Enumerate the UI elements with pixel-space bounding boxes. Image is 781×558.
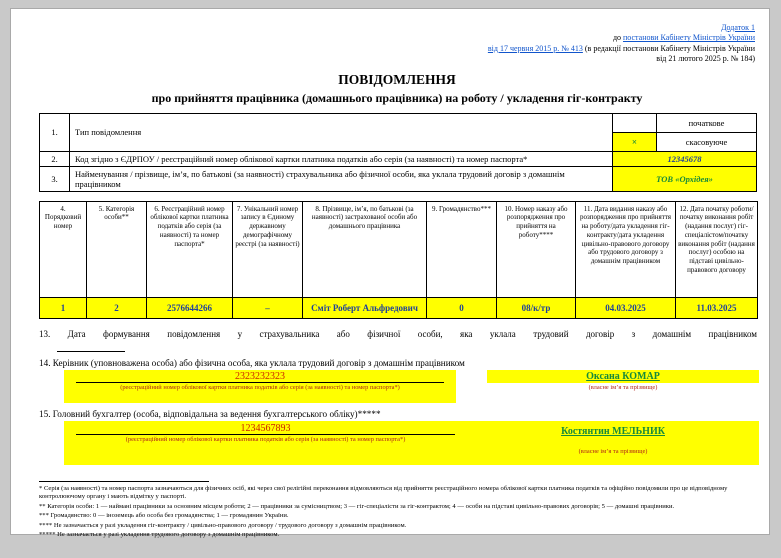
cell-start-date[interactable]: 11.03.2025 (676, 297, 758, 318)
cell-tax-number[interactable]: 2576644266 (147, 297, 233, 318)
row3-number: 3. (40, 166, 70, 191)
employer-name-field[interactable]: ТОВ «Орхідея» (613, 166, 757, 191)
resolution-link[interactable]: постанови Кабінету Міністрів України (623, 33, 755, 43)
signature-line (76, 434, 455, 435)
signature-line (76, 382, 444, 383)
header-line-1 (39, 23, 755, 33)
section-13-text: 13. Дата формування повідомлення у страхувальника або фізичної особи, яка уклала трудовий договір з домашнім працівником (39, 328, 757, 339)
director-name-field[interactable]: Оксана КОМАР (487, 370, 759, 383)
edrpou-label: Код згідно з ЄДРПОУ / реєстраційний номер облікової картки платника податків або серія (за наявності) та номер паспорта* (70, 151, 613, 166)
accountant-tax-number-block (64, 423, 467, 455)
cell-full-name[interactable]: Сміт Роберт Альфредович (303, 297, 427, 318)
document-subtitle: про прийняття працівника (домашнього працівника) на роботу / укладення гіг-контракту (151, 90, 643, 105)
employer-name-label: Найменування / прізвище, ім’я, по батькові (за наявності) страхувальника або фізичної особи, яка уклала трудовий договір з домашнім працівником (70, 166, 613, 191)
checkbox-cancelling[interactable]: × (613, 132, 657, 151)
header-line-3 (39, 44, 755, 54)
checkbox-initial[interactable] (613, 113, 657, 132)
col-header-4: 4. Порядковий номер (40, 201, 87, 297)
footnote-2: ** Категорія особи: 1 — наймані працівники за основним місцем роботи; 2 — працівники за сумісництвом; 3 — гіг-спеціалісти за гіг-контрактом; 4 — особи на підставі цивільно-правових договорів; 5 — домашні працівники. (39, 502, 675, 510)
director-tax-number-block (64, 370, 456, 403)
footnote-1: * Серія (за наявності) та номер паспорта зазначаються для фізичних осіб, які через свої релігійні переконання відмовляються від прийняття реєстраційного номера облікової картки платника податків та офіційно повідомили про це відповідному контролюючому органу і мають відмітку у паспорті. (39, 484, 728, 501)
col-header-10: 10. Номер наказу або розпорядження про прийняття на роботу**** (497, 201, 576, 297)
cell-order-ref[interactable]: 08/к/тр (497, 297, 576, 318)
document-title: ПОВІДОМЛЕННЯ (338, 71, 456, 87)
director-tax-number-caption: (реєстраційний номер облікової картки платника податків або серія (за наявності) та номер паспорта*) (120, 383, 400, 391)
col-header-7: 7. Унікальний номер запису в Єдиному державному демографічному реєстрі (за наявності) (233, 201, 303, 297)
footnotes (39, 485, 761, 540)
accountant-tax-number-caption: (реєстраційний номер облікової картки платника податків або серія (за наявності) та номер паспорта*) (125, 435, 406, 443)
cell-order-date[interactable]: 04.03.2025 (576, 297, 676, 318)
director-tax-number-field[interactable]: 2323232323 (235, 370, 285, 382)
col-header-5: 5. Категорія особи** (87, 201, 147, 297)
notification-type-label: Тип повідомлення (70, 113, 613, 151)
section-15-signature (64, 421, 759, 465)
accountant-name-block (467, 423, 759, 455)
col-header-11: 11. Дата видання наказу або розпорядження про прийняття на роботу/дата укладення гіг-контракту/дата укладення цивільно-правового договору або трудового договору з домашнім працівником (576, 201, 676, 297)
col-header-12: 12. Дата початку роботи/початку виконання робіт (надання послуг) гіг-спеціалістом/початку виконання робіт (надання послуг) особою на підставі цивільно-правового договору (676, 201, 758, 297)
section-14-signature (64, 370, 759, 403)
section-15-heading: 15. Головний бухгалтер (особа, відповідальна за ведення бухгалтерського обліку)***** (39, 408, 381, 419)
annex-link[interactable]: Додаток 1 (721, 23, 755, 32)
row1-number: 1. (40, 113, 70, 151)
employee-table-header-row (40, 201, 758, 297)
document-page (10, 8, 770, 539)
footnote-separator (39, 473, 209, 482)
director-name-block (487, 370, 759, 403)
header-line-2-prefix: до (612, 33, 624, 43)
notification-info-table (39, 113, 757, 192)
footnote-3: *** Громадянство: 0 — іноземець або особа без громадянства; 1 — громадянин України. (39, 512, 289, 520)
formation-date-blank[interactable] (57, 342, 125, 352)
footnote-5: ***** Не зазначається у разі укладення трудового договору з домашнім працівником. (39, 531, 280, 539)
cell-person-category[interactable]: 2 (87, 297, 147, 318)
col-header-9: 9. Громадянство*** (427, 201, 497, 297)
cell-order-number[interactable]: 1 (40, 297, 87, 318)
header-line-4: від 21 лютого 2025 р. № 184) (656, 54, 755, 64)
option-cancelling-label: скасовуюче (657, 132, 757, 151)
col-header-6: 6. Реєстраційний номер облікової картки платника податків або серія (за наявності) та номер паспорта* (147, 201, 233, 297)
employee-table (39, 201, 758, 319)
option-initial-label: початкове (657, 113, 757, 132)
cell-citizenship[interactable]: 0 (427, 297, 497, 318)
resolution-date-link[interactable]: від 17 червня 2015 р. № 413 (487, 43, 583, 53)
section-14-heading: 14. Керівник (уповноважена особа) або фізична особа, яка уклала трудовий договір з домашнім працівником (39, 357, 465, 368)
row2-number: 2. (40, 151, 70, 166)
employee-row (40, 297, 758, 318)
header-line-2 (39, 33, 755, 43)
header-line-3-rest: (в редакції постанови Кабінету Міністрів України (582, 43, 755, 53)
accountant-tax-number-field[interactable]: 1234567893 (240, 422, 291, 434)
document-header (39, 23, 755, 65)
footnote-4: **** Не зазначається у разі укладення гіг-контракту / цивільно-правового договору / трудового договору з домашнім працівником. (39, 521, 407, 529)
edrpou-value-field[interactable]: 12345678 (613, 151, 757, 166)
cell-unique-record[interactable]: – (233, 297, 303, 318)
director-name-caption: (власне ім’я та прізвище) (588, 383, 658, 391)
accountant-name-field[interactable]: Костянтин МЕЛЬНИК (561, 425, 665, 437)
col-header-8: 8. Прізвище, ім’я, по батькові (за наявності) застрахованої особи або домашнього працівника (303, 201, 427, 297)
accountant-name-caption: (власне ім’я та прізвище) (578, 447, 648, 455)
